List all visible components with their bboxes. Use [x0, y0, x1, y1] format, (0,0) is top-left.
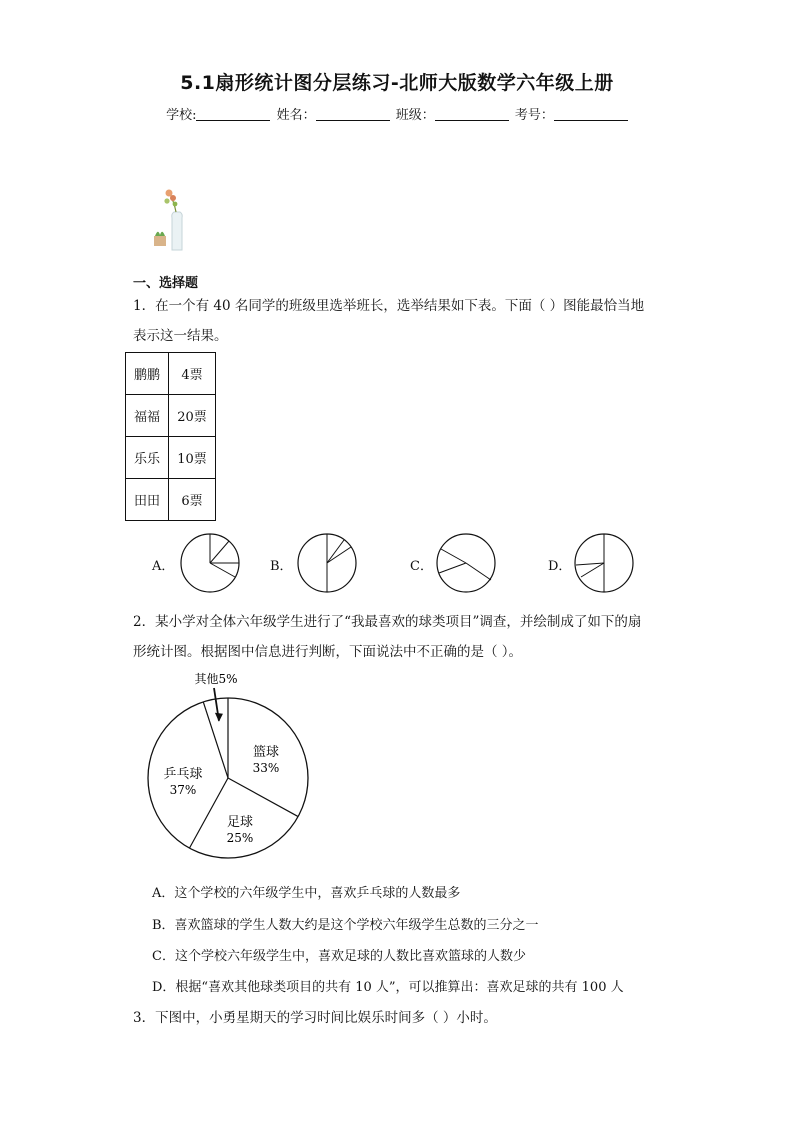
badge-chu [255, 201, 307, 253]
table-cell: 田田 [126, 479, 169, 521]
q1-option-b-label: B． [270, 559, 293, 574]
table-cell: 20票 [169, 395, 216, 437]
badge-gu [365, 201, 417, 253]
sports-pie-chart [130, 665, 320, 865]
badge-label: 固 [384, 221, 398, 237]
q1-option-a-pie [179, 532, 241, 594]
class-blank [435, 108, 509, 121]
pie-slice-percent: 37% [169, 783, 197, 797]
table-cell: 乐乐 [126, 437, 169, 479]
number-label: 考号： [514, 108, 554, 123]
table-cell: 6票 [169, 479, 216, 521]
school-blank [196, 108, 270, 121]
badge-label: 基 [221, 221, 235, 237]
student-info-line [0, 104, 794, 123]
table-row [126, 437, 216, 479]
section-title: 一、选择题 [133, 276, 199, 291]
pie-slice-percent: 25% [226, 831, 254, 845]
pie-slice-label: 足球 [226, 815, 254, 830]
q1-option-d-label: D． [548, 559, 572, 574]
q1-option-b-pie [296, 532, 358, 594]
pie-slice-label: 篮球 [252, 745, 280, 760]
pie-slice-boundary [228, 778, 298, 817]
q2-text-line2: 形统计图。根据图中信息进行判断，下面说法中不正确的是（ ）。 [133, 644, 523, 660]
table-cell: 4票 [169, 353, 216, 395]
table-row [126, 395, 216, 437]
badge-label: 巩 [329, 221, 343, 237]
q1-text-line2: 表示这一结果。 [133, 328, 228, 344]
q2-option-a: A．这个学校的六年级学生中，喜欢乒乓球的人数最多 [152, 886, 461, 901]
pie-other-arrowhead [215, 713, 223, 722]
q2-option-d: D．根据“喜欢其他球类项目的共有 10 人”，可以推算出：喜欢足球的共有 100 人 [152, 980, 624, 995]
number-blank [554, 108, 628, 121]
school-label: 学校: [166, 108, 197, 123]
table-row [126, 353, 216, 395]
badge-ji [202, 201, 254, 253]
pie-other-label: 其他5% [194, 672, 238, 686]
pie-slice-label: 乒乓球 [163, 767, 203, 782]
q2-option-c: C．这个学校六年级学生中，喜欢足球的人数比喜欢篮球的人数少 [152, 949, 526, 964]
table-cell: 福福 [126, 395, 169, 437]
plant-vase-icon [150, 188, 196, 254]
class-label: 班级： [395, 108, 435, 123]
q1-option-c-label: C． [410, 559, 433, 574]
page-title: 5.1扇形统计图分层练习-北师大版数学六年级上册 [180, 72, 614, 94]
q1-option-d-pie [573, 532, 635, 594]
pie-slice-percent: 33% [252, 761, 280, 775]
q2-text-line1: 2．某小学对全体六年级学生进行了“我最喜欢的球类项目”调查，并绘制成了如下的扇 [133, 614, 642, 630]
name-label: 姓名： [276, 108, 316, 123]
q1-text-line1: 1．在一个有 40 名同学的班级里选举班长，选举结果如下表。下面（ ）图能最恰当地 [133, 298, 645, 314]
q1-option-c-pie [435, 532, 497, 594]
votes-table [125, 352, 216, 521]
q1-option-a-label: A． [152, 559, 175, 574]
table-cell: 10票 [169, 437, 216, 479]
badge-gong [310, 201, 362, 253]
badge-label: 础 [274, 221, 288, 237]
q3-text: 3．下图中，小勇星期天的学习时间比娱乐时间多（ ）小时。 [133, 1010, 497, 1026]
table-row [126, 479, 216, 521]
q2-option-b: B．喜欢篮球的学生人数大约是这个学校六年级学生总数的三分之一 [152, 918, 539, 933]
table-cell: 鹏鹏 [126, 353, 169, 395]
name-blank [316, 108, 390, 121]
